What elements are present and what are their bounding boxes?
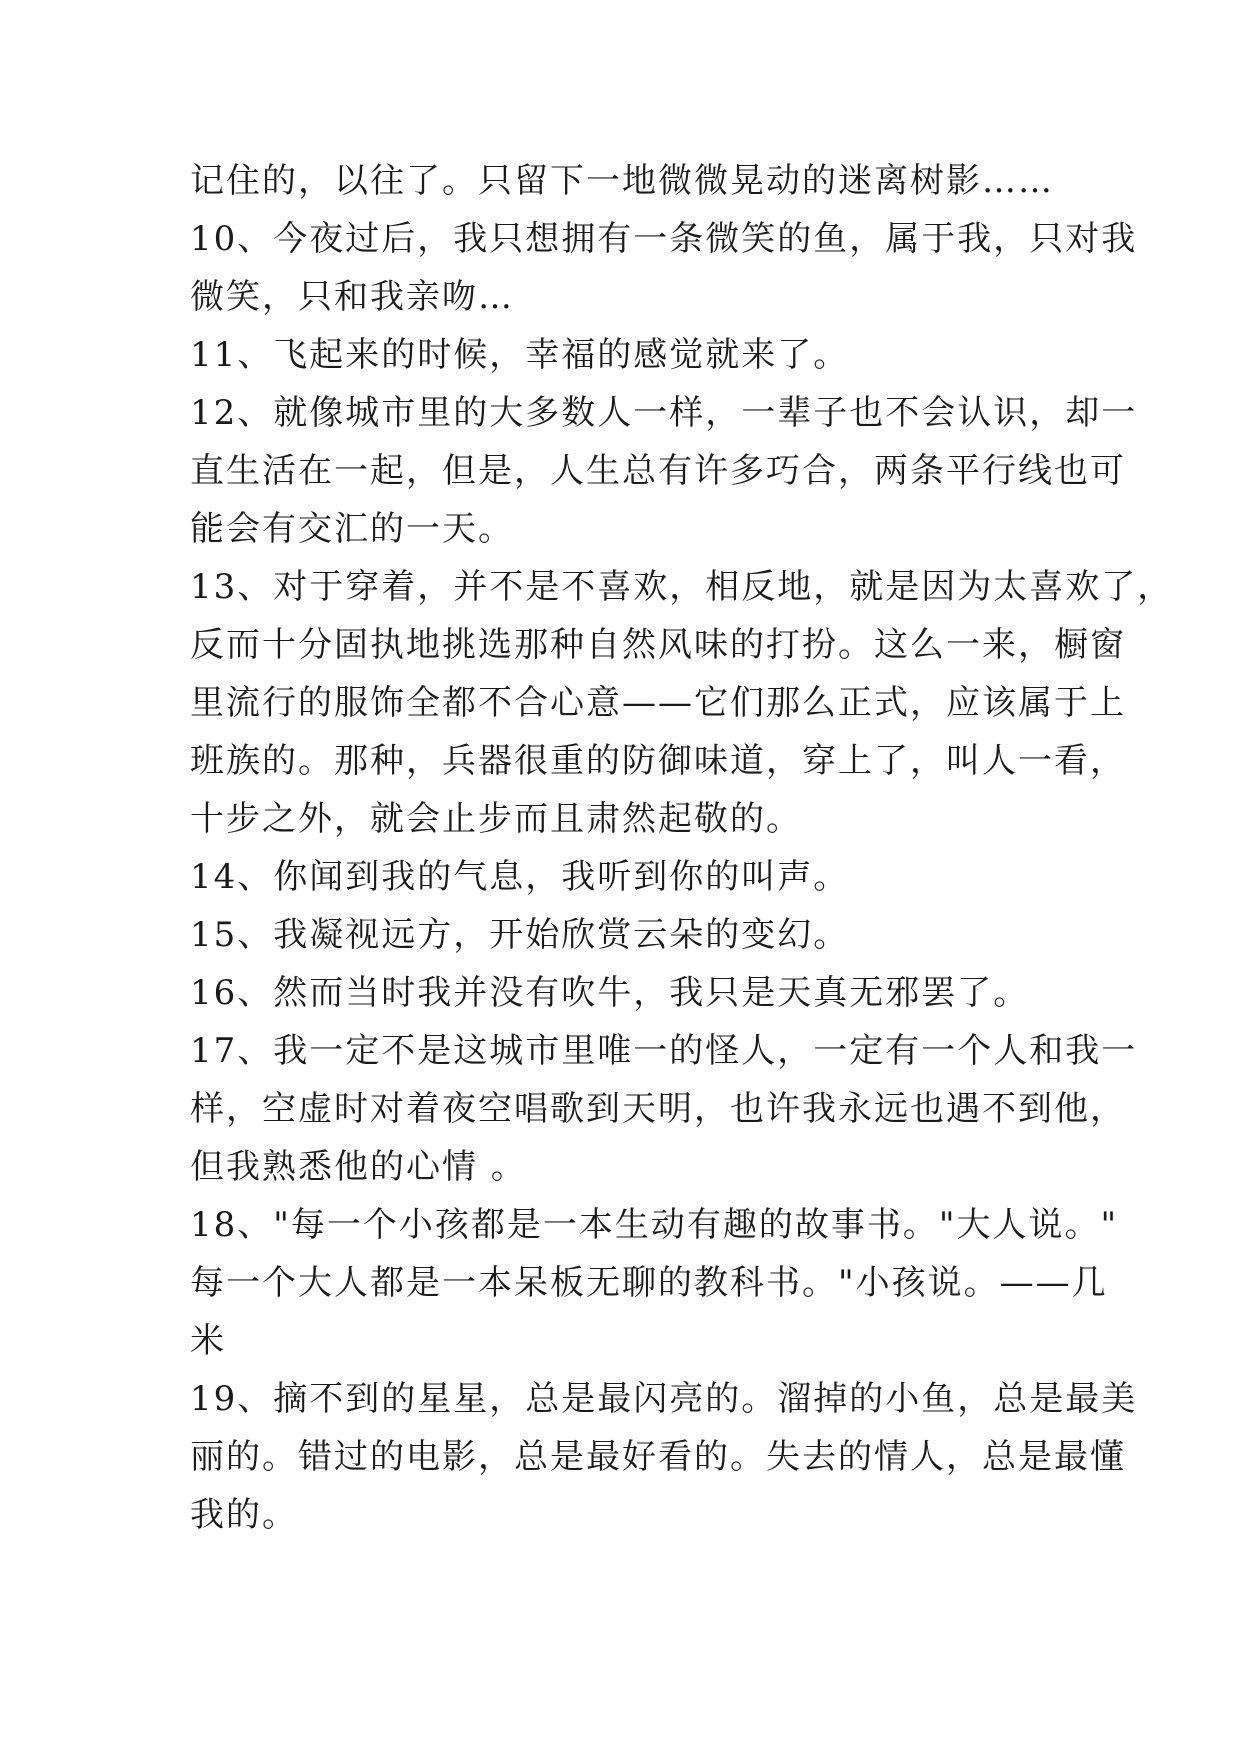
text-line: 里流行的服饰全都不合心意——它们那么正式，应该属于上 (190, 683, 1126, 723)
text-line: 16、然而当时我并没有吹牛，我只是天真无邪罢了。 (190, 973, 1030, 1013)
text-line: 直生活在一起，但是，人生总有许多巧合，两条平行线也可 (190, 451, 1126, 491)
text-line: 能会有交汇的一天。 (190, 509, 514, 549)
text-line: 微笑，只和我亲吻… (190, 277, 514, 317)
text-line: 17、我一定不是这城市里唯一的怪人，一定有一个人和我一 (190, 1031, 1138, 1071)
text-line: 13、对于穿着，并不是不喜欢，相反地，就是因为太喜欢了， (190, 567, 1174, 607)
text-line: 米 (190, 1321, 226, 1361)
text-line: 我的。 (190, 1495, 298, 1535)
text-line: 19、摘不到的星星，总是最闪亮的。溜掉的小鱼，总是最美 (190, 1379, 1138, 1419)
text-line: 11、飞起来的时候，幸福的感觉就来了。 (190, 335, 850, 375)
text-line: 班族的。那种，兵器很重的防御味道，穿上了，叫人一看， (190, 741, 1126, 781)
text-line: 每一个大人都是一本呆板无聊的教科书。"小孩说。——几 (190, 1263, 1108, 1303)
text-line: 14、你闻到我的气息，我听到你的叫声。 (190, 857, 850, 897)
text-line: 10、今夜过后，我只想拥有一条微笑的鱼，属于我，只对我 (190, 219, 1138, 259)
text-line: 样，空虚时对着夜空唱歌到天明，也许我永远也遇不到他， (190, 1089, 1126, 1129)
text-line: 但我熟悉他的心情 。 (190, 1147, 527, 1187)
text-line: 15、我凝视远方，开始欣赏云朵的变幻。 (190, 915, 850, 955)
text-line: 十步之外，就会止步而且肃然起敬的。 (190, 799, 802, 839)
text-line: 12、就像城市里的大多数人一样，一辈子也不会认识，却一 (190, 393, 1138, 433)
text-line: 反而十分固执地挑选那种自然风味的打扮。这么一来，橱窗 (190, 625, 1126, 665)
text-line: 丽的。错过的电影，总是最好看的。失去的情人，总是最懂 (190, 1437, 1126, 1477)
document-body (190, 152, 1174, 1544)
text-line: 记住的，以往了。只留下一地微微晃动的迷离树影…… (190, 161, 1054, 201)
text-line: 18、"每一个小孩都是一本生动有趣的故事书。"大人说。" (190, 1205, 1119, 1245)
